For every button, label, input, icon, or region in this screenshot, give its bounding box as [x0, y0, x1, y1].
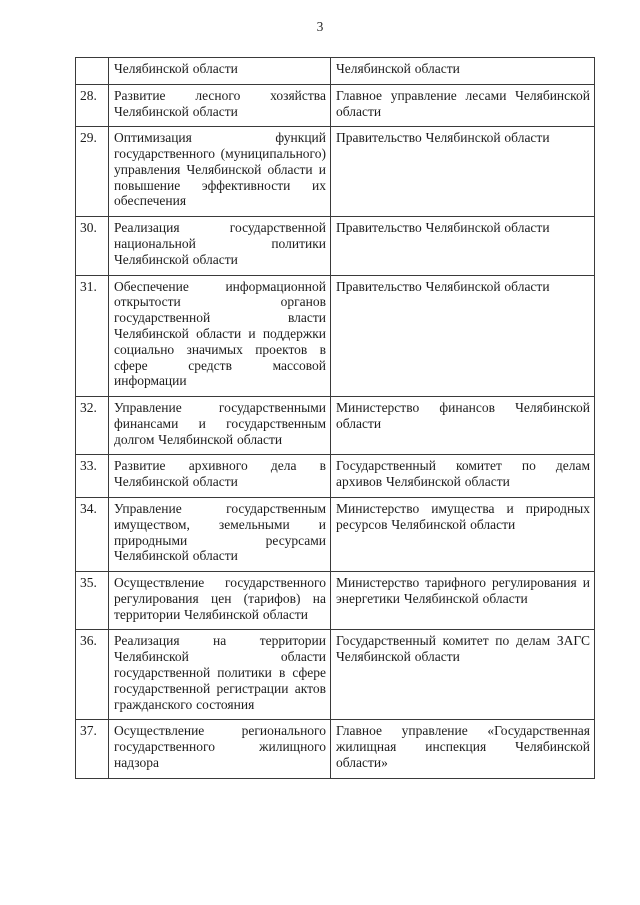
programs-table: [75, 57, 595, 779]
agency-cell: Челябинской области: [331, 58, 595, 85]
program-cell: Осуществление регионального государственного жилищного надзора: [109, 720, 331, 778]
agency-cell: Правительство Челябинской области: [331, 217, 595, 275]
row-number-cell: [76, 58, 109, 85]
program-cell: Оптимизация функций государственного (муниципального) управления Челябинской области и повышение эффективности их обеспечения: [109, 127, 331, 217]
table-row-continuation: [76, 58, 595, 85]
row-number-cell: 30.: [76, 217, 109, 275]
program-cell: Реализация государственной национальной политики Челябинской области: [109, 217, 331, 275]
row-number-cell: 37.: [76, 720, 109, 778]
table-row-34: [76, 497, 595, 571]
program-cell: Реализация на территории Челябинской области государственной политики в сфере государственной регистрации актов гражданского состояния: [109, 630, 331, 720]
row-number-cell: 32.: [76, 397, 109, 455]
agency-cell: Главное управление лесами Челябинской области: [331, 84, 595, 127]
row-number-cell: 35.: [76, 572, 109, 630]
table-row-35: [76, 572, 595, 630]
row-number-cell: 29.: [76, 127, 109, 217]
program-cell: Управление государственными финансами и государственным долгом Челябинской области: [109, 397, 331, 455]
table-row-32: [76, 397, 595, 455]
row-number-cell: 36.: [76, 630, 109, 720]
program-cell: Развитие архивного дела в Челябинской области: [109, 455, 331, 498]
table-row-36: [76, 630, 595, 720]
row-number-cell: 33.: [76, 455, 109, 498]
table-row-31: [76, 275, 595, 396]
row-number-cell: 34.: [76, 497, 109, 571]
agency-cell: Министерство финансов Челябинской области: [331, 397, 595, 455]
page-number: 3: [316, 19, 324, 34]
table-row-37: [76, 720, 595, 778]
agency-cell: Государственный комитет по делам ЗАГС Челябинской области: [331, 630, 595, 720]
agency-cell: Правительство Челябинской области: [331, 127, 595, 217]
program-cell: Обеспечение информационной открытости органов государственной власти Челябинской области и поддержки социально значимых проектов в сфере средств массовой информации: [109, 275, 331, 396]
program-cell: Челябинской области: [109, 58, 331, 85]
programs-table-body: [76, 58, 595, 779]
row-number-cell: 31.: [76, 275, 109, 396]
agency-cell: Министерство имущества и природных ресурсов Челябинской области: [331, 497, 595, 571]
agency-cell: Главное управление «Государственная жилищная инспекция Челябинской области»: [331, 720, 595, 778]
table-row-28: [76, 84, 595, 127]
table-row-29: [76, 127, 595, 217]
agency-cell: Министерство тарифного регулирования и энергетики Челябинской области: [331, 572, 595, 630]
program-cell: Управление государственным имуществом, земельными и природными ресурсами Челябинской области: [109, 497, 331, 571]
row-number-cell: 28.: [76, 84, 109, 127]
table-row-30: [76, 217, 595, 275]
table-row-33: [76, 455, 595, 498]
program-cell: Осуществление государственного регулирования цен (тарифов) на территории Челябинской области: [109, 572, 331, 630]
agency-cell: Государственный комитет по делам архивов Челябинской области: [331, 455, 595, 498]
program-cell: Развитие лесного хозяйства Челябинской области: [109, 84, 331, 127]
agency-cell: Правительство Челябинской области: [331, 275, 595, 396]
